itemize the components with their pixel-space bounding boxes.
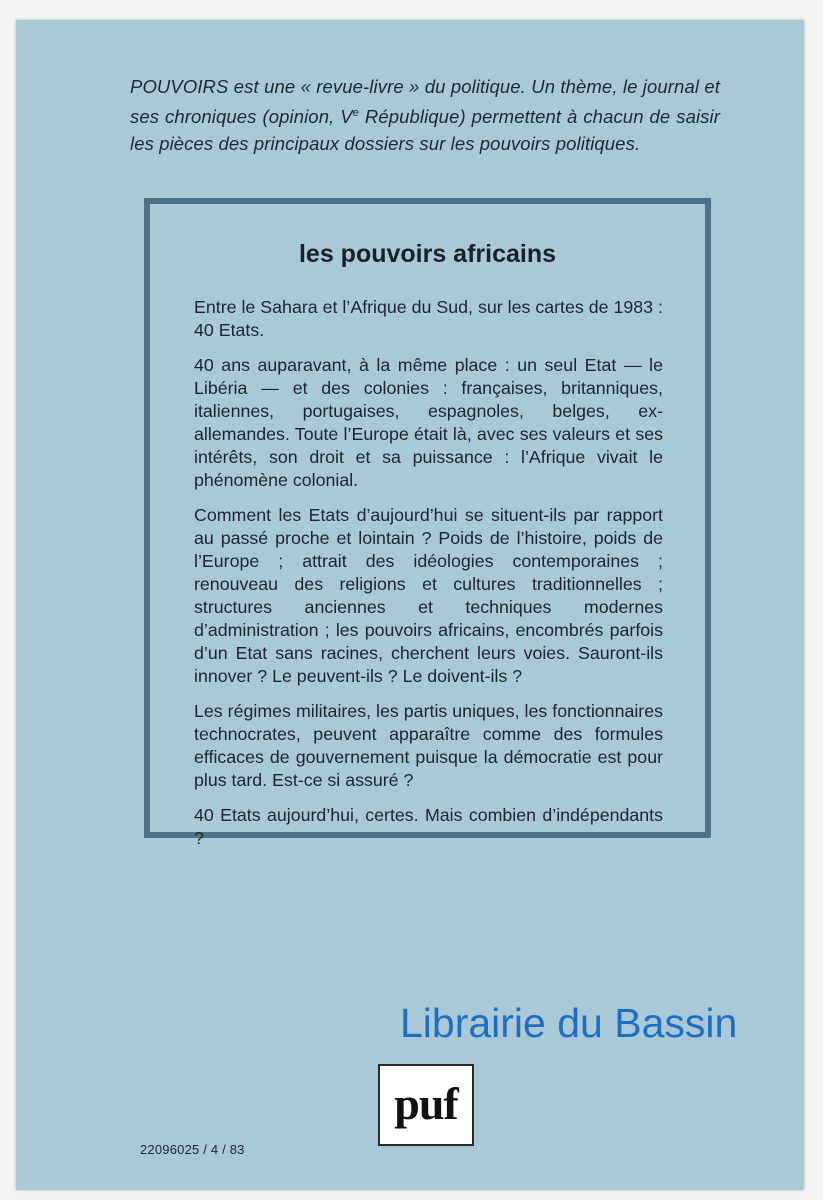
intro-text	[130, 73, 720, 157]
paragraph: 40 ans auparavant, à la même place : un seul Etat — le Libéria — et des colonies : françaises, britanniques, italiennes, portugaises, espagnoles, belges, ex-allemandes. Toute l’Europe était là, avec ses valeurs et ses intérêts, son droit et sa puissance : l’Afrique vivait le phénomène colonial.	[194, 355, 663, 490]
publisher-logo-text: puf	[394, 1077, 458, 1129]
frame-body	[194, 296, 663, 862]
intro-line-2: République) permettent à chacun de saisir les pièces des principaux dossiers sur les pouvoirs politiques.	[130, 106, 720, 155]
seller-watermark: Librairie du Bassin	[400, 1000, 738, 1046]
paragraph: Entre le Sahara et l’Afrique du Sud, sur les cartes de 1983 : 40 Etats.	[194, 297, 663, 340]
summary-frame	[144, 198, 711, 848]
catalog-code: 22096025 / 4 / 83	[140, 1142, 245, 1157]
frame-title: les pouvoirs africains	[298, 240, 557, 268]
paragraph: Comment les Etats d’aujourd’hui se situent-ils par rapport au passé proche et lointain ? Poids de l’histoire, poids de l’Europe ; attrait des idéologies contemporaines ; renouveau des religions et cultures traditionnelles ; structures anciennes et techniques modernes d’administration ; les pouvoirs africains, encombrés parfois d’un Etat sans racines, cherchent leurs voies. Sauront-ils innover ? Le peuvent-ils ? Le doivent-ils ?	[194, 505, 663, 686]
paragraph: Les régimes militaires, les partis uniques, les fonctionnaires technocrates, peuvent apparaître comme des formules efficaces de gouvernement puisque la démocratie est pour plus tard. Est-ce si assuré ?	[194, 701, 663, 790]
intro-line-1: POUVOIRS est une « revue-livre » du politique. Un thème, le journal et ses chroniques (opinion, V	[130, 76, 720, 128]
intro-superscript: e	[352, 107, 359, 119]
publisher-logo	[378, 1064, 474, 1146]
paragraph: 40 Etats aujourd’hui, certes. Mais combien d’indépendants ?	[194, 805, 663, 848]
